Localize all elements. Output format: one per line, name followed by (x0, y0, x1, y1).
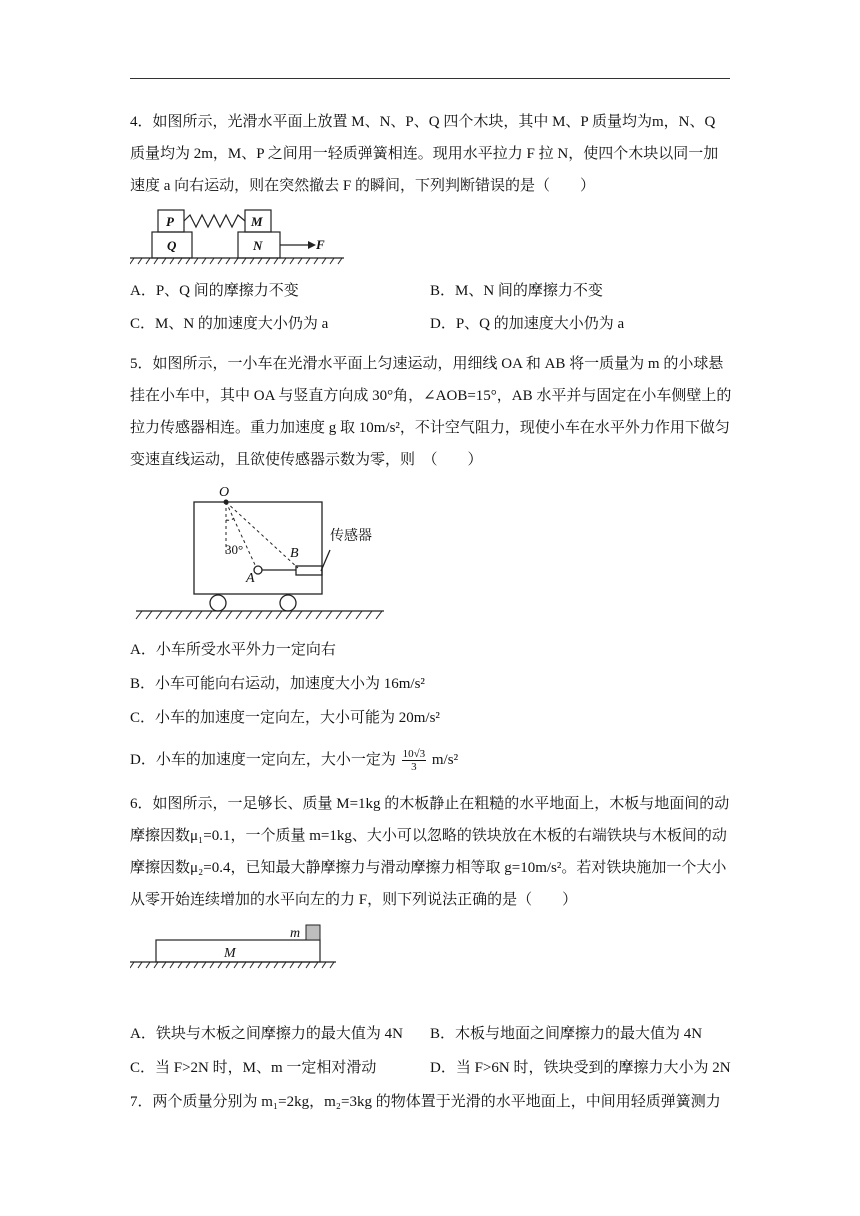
q5-option-b: B．小车可能向右运动，加速度大小为 16m/s² (130, 676, 425, 692)
sensor-box (296, 566, 322, 575)
label-angle: 30° (225, 542, 244, 557)
ground-hatch (130, 962, 334, 968)
q6-option-b: B．木板与地面之间摩擦力的最大值为 4N (430, 1026, 703, 1042)
label-m: M (251, 214, 263, 229)
label-m-large: M (224, 946, 236, 961)
q4-option-d: D．P、Q 的加速度大小仍为 a (430, 316, 625, 332)
fraction-denominator: 3 (411, 761, 417, 773)
q5-stem-line-4: 变速直线运动，且欲使传感器示数为零，则 （ ） (130, 452, 483, 468)
q6-stem-line-1: 6．如图所示，一足够长、质量 M=1kg 的木板静止在粗糙的水平地面上，木板与地面间的动 (130, 796, 730, 812)
label-n: N (253, 238, 263, 253)
cart-body (194, 502, 322, 594)
label-b: B (290, 546, 299, 561)
fraction-numerator: 10√3 (402, 748, 426, 760)
label-a: A (246, 571, 255, 586)
cart-wheel-right (280, 595, 296, 611)
cart-wheel-left (210, 595, 226, 611)
q6-stem-line-3: 摩擦因数μ₂=0.4，已知最大静摩擦力与滑动摩擦力相等取 g=10m/s²。若对铁块施加一个大小 (130, 860, 727, 876)
board (156, 940, 320, 962)
q6-option-d: D．当 F>6N 时，铁块受到的摩擦力大小为 2N (430, 1060, 731, 1076)
q6-stem-line-4: 从零开始连续增加的水平向左的力 F，则下列说法正确的是（ ） (130, 892, 578, 908)
q4-stem-line-1: 4．如图所示，光滑水平面上放置 M、N、P、Q 四个木块，其中 M、P 质量均为m，N、Q (130, 114, 716, 130)
q4-blocks-figure (130, 206, 350, 268)
q4-option-a: A．P、Q 间的摩擦力不变 (130, 283, 299, 299)
q5-option-d (130, 748, 458, 773)
label-sensor: 传感器 (330, 528, 372, 544)
q5-stem-line-1: 5．如图所示，一小车在光滑水平面上匀速运动，用细线 OA 和 AB 将一质量为 m 的小球悬 (130, 356, 724, 372)
q5-option-c: C．小车的加速度一定向左，大小可能为 20m/s² (130, 710, 440, 726)
q5-option-d-text: D．小车的加速度一定向左，大小一定为 (130, 751, 396, 768)
label-p: P (166, 214, 174, 229)
q5-stem-line-3: 拉力传感器相连。重力加速度 g 取 10m/s²，不计空气阻力，现使小车在水平外力作用下做匀 (130, 420, 730, 436)
q5-stem-line-2: 挂在小车中，其中 OA 与竖直方向成 30°角，∠AOB=15°，AB 水平并与固定在小车侧壁上的 (130, 388, 732, 404)
q6-stem-line-2: 摩擦因数μ₁=0.1，一个质量 m=1kg、大小可以忽略的铁块放在木板的右端铁块与木板间的动 (130, 828, 727, 844)
ground-hatch (130, 258, 342, 264)
label-f: F (316, 237, 325, 252)
fraction (402, 748, 427, 773)
ground-hatch (136, 611, 382, 619)
q5-option-a: A．小车所受水平外力一定向右 (130, 642, 336, 658)
q7-stem-line-1: 7．两个质量分别为 m₁=2kg，m₂=3kg 的物体置于光滑的水平地面上，中间用轻质弹簧测力 (130, 1094, 721, 1110)
q4-option-b: B．M、N 间的摩擦力不变 (430, 283, 603, 299)
spring (184, 215, 245, 227)
q6-board-figure (130, 920, 340, 972)
iron-block (306, 925, 320, 940)
q5-option-d-unit: m/s² (431, 751, 459, 768)
q5-cart-figure (130, 480, 390, 628)
label-o: O (219, 485, 230, 500)
q4-stem-line-3: 速度 a 向右运动，则在突然撤去 F 的瞬间，下列判断错误的是（ ） (130, 178, 596, 194)
q4-stem-line-2: 质量均为 2m，M、P 之间用一轻质弹簧相连。现用水平拉力 F 拉 N，使四个木块以同一加 (130, 146, 719, 162)
header-rule (130, 78, 730, 79)
ball (254, 566, 262, 574)
q4-option-c: C．M、N 的加速度大小仍为 a (130, 316, 329, 332)
label-m-small: m (290, 926, 301, 941)
q6-option-c: C．当 F>2N 时，M、m 一定相对滑动 (130, 1060, 377, 1076)
q6-option-a: A．铁块与木板之间摩擦力的最大值为 4N (130, 1026, 403, 1042)
label-q: Q (167, 238, 177, 253)
